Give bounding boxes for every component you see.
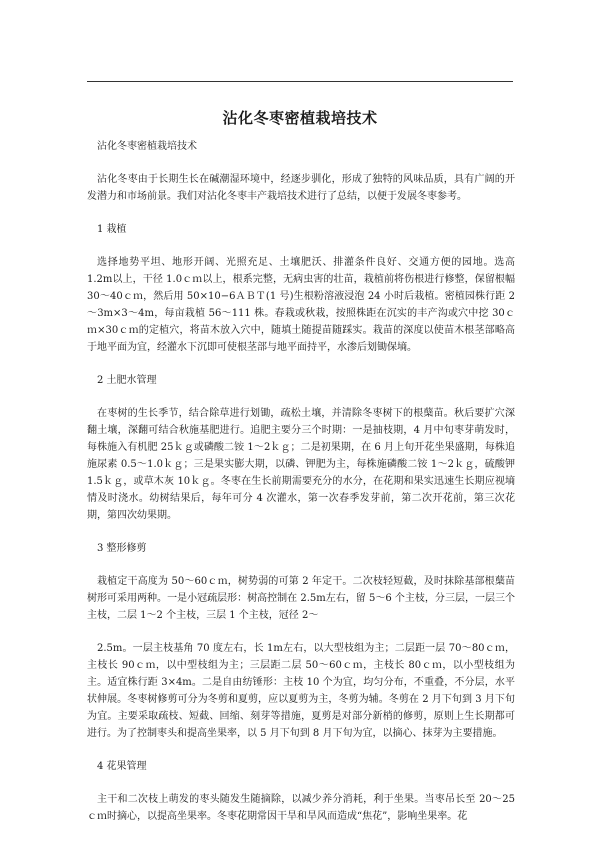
spacer [87, 524, 515, 540]
spacer [87, 238, 515, 254]
document-body [87, 138, 515, 825]
section-heading-flower-fruit: 4 花果管理 [97, 761, 147, 772]
spacer [87, 624, 515, 640]
document-subtitle: 沾化冬枣密植栽培技术 [97, 141, 197, 152]
header-rule [87, 81, 513, 82]
section-paragraph: 选择地势平坦、地形开阔、光照充足、土壤肥沃、排灌条件良好、交通方便的园地。选高 1.2m以上，干径 1.0ｃｍ以上，根系完整，无病虫害的壮苗，栽植前将伤根进行修整，保留根幅 30～40ｃｍ，然后用 50×10−6ＡＢＴ(1 号)生根粉溶液浸泡 24 小时后栽植。密植园株行距 2～3m×3～4m，每亩栽植 56～111 株。春栽或秋栽，按照株距在沉实的丰产沟或穴中挖 30ｃｍ×30ｃｍ的定植穴，将苗木放入穴中，随填土随提苗随踩实。栽苗的深度以使苗木根茎部略高于地平面为宜，经灌水下沉即可使根茎部与地平面持平，水渗后划锄保墒。 [87, 257, 515, 353]
section-heading-soil-fertilizer-water: 2 土肥水管理 [97, 375, 157, 386]
section-heading-pruning: 3 整形修剪 [97, 543, 147, 554]
intro-paragraph: 沾化冬枣由于长期生长在碱潮湿环境中，经逐步驯化，形成了独特的风味品质，具有广阔的开发潜力和市场前景。我们对沾化冬枣丰产栽培技术进行了总结，以便于发展冬枣参考。 [87, 174, 515, 202]
section-paragraph: 主干和二次枝上萌发的枣头随发生随摘除，以减少养分消耗，利于坐果。当枣吊长至 20～25ｃｍ时摘心，以提高坐果率。冬枣花期常因干旱和旱风而造成“焦花”，影响坐果率。花 [87, 794, 515, 822]
spacer [87, 389, 515, 405]
spacer [87, 205, 515, 221]
spacer [87, 742, 515, 758]
document-title: 沾化冬枣密植栽培技术 [222, 109, 378, 127]
spacer [87, 155, 515, 171]
section-heading-planting: 1 栽植 [97, 224, 127, 235]
section-paragraph: 在枣树的生长季节，结合除草进行划锄，疏松土壤，并清除冬枣树下的根蘖苗。秋后要扩穴深翻土壤，深翻可结合秋施基肥进行。追肥主要分三个时期：一是抽枝期，4 月中旬枣芽萌发时，每株施入有机肥 25ｋｇ或磷酸二铵 1～2ｋｇ；二是初果期，在 6 月上旬开花坐果盛期，每株追施尿素 0.5～1.0ｋｇ；三是果实膨大期，以磷、钾肥为主，每株施磷酸二铵 1～2ｋｇ，硫酸钾 1.5ｋｇ，或草木灰 10ｋｇ。冬枣在生长前期需要充分的水分，在花期和果实迅速生长期应视墒情及时浇水。幼树结果后，每年可分 4 次灌水，第一次春季发芽前，第二次开花前，第三次花期，第四次幼果期。 [87, 408, 515, 521]
spacer [87, 356, 515, 372]
spacer [87, 557, 515, 573]
spacer [87, 775, 515, 791]
section-paragraph: 2.5m。一层主枝基角 70 度左右，长 1m左右，以大型枝组为主；二层距一层 70～80ｃｍ，主枝长 90ｃｍ，以中型枝组为主；三层距二层 50～60ｃｍ，主枝长 80ｃｍ，以小型枝组为主。适宜株行距 3×4m。二是自由纺锤形：主枝 10 个为宜，均匀分布，不重叠，不分层，水平状伸展。冬枣树修剪可分为冬剪和夏剪，应以夏剪为主，冬剪为辅。冬剪在 2 月下旬到 3 月下旬为宜。主要采取疏枝、短截、回缩、刻芽等措施，夏剪是对部分新梢的修剪，原则上生长期都可进行。为了控制枣头和提高坐果率，以 5 月下旬到 8 月下旬为宜，以摘心、抹芽为主要措施。 [87, 643, 515, 739]
section-paragraph: 栽植定干高度为 50～60ｃｍ，树势弱的可第 2 年定干。二次枝轻短截，及时抹除基部根蘖苗树形可采用两种。一是小冠疏层形：树高控制在 2.5m左右，留 5～6 个主枝，分三层，一层三个主枝，二层 1～2 个主枝，三层 1 个主枝，冠径 2～ [87, 576, 515, 621]
